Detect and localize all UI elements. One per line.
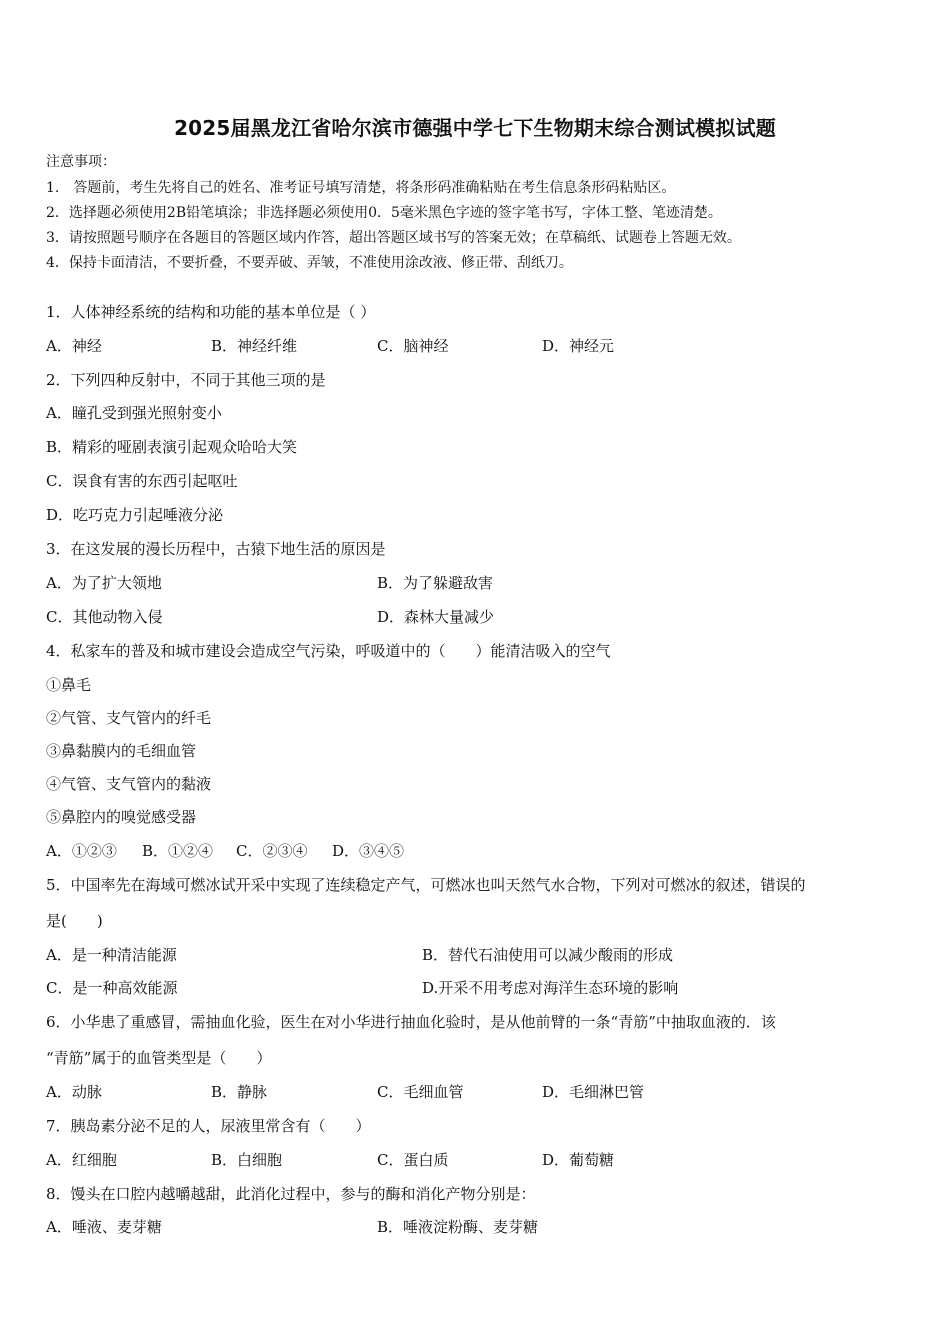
question-2-stem: 2．下列四种反射中，不同于其他三项的是 bbox=[46, 371, 326, 389]
q5-option-d[interactable]: D.开采不用考虑对海洋生态环境的影响 bbox=[422, 979, 679, 997]
question-3-stem: 3．在这发展的漫长历程中，古猿下地生活的原因是 bbox=[46, 540, 386, 558]
q7-option-a[interactable]: A．红细胞 bbox=[46, 1151, 117, 1169]
q4-option-b[interactable]: B．①②④ bbox=[142, 842, 214, 860]
q6-option-c[interactable]: C．毛细血管 bbox=[377, 1083, 464, 1101]
q2-option-b[interactable]: B．精彩的哑剧表演引起观众哈哈大笑 bbox=[46, 438, 298, 456]
q7-option-b[interactable]: B．白细胞 bbox=[211, 1151, 283, 1169]
question-6-stem-line1: 6．小华患了重感冒，需抽血化验，医生在对小华进行抽血化验时，是从他前臂的一条“青筋”中抽取血液的．该 bbox=[46, 1013, 776, 1031]
q3-option-c[interactable]: C．其他动物入侵 bbox=[46, 608, 163, 626]
q5-option-b[interactable]: B．替代石油使用可以减少酸雨的形成 bbox=[422, 946, 674, 964]
q3-option-d[interactable]: D．森林大量减少 bbox=[377, 608, 495, 626]
question-1-stem: 1．人体神经系统的结构和功能的基本单位是（ ） bbox=[46, 303, 376, 321]
q5-option-a[interactable]: A．是一种清洁能源 bbox=[46, 946, 177, 964]
q1-option-b[interactable]: B．神经纤维 bbox=[211, 337, 298, 355]
q2-option-d[interactable]: D．吃巧克力引起唾液分泌 bbox=[46, 506, 224, 524]
question-5-stem-line1: 5．中国率先在海域可燃冰试开采中实现了连续稳定产气，可燃冰也叫天然气水合物，下列对可燃冰的叙述，错误的 bbox=[46, 876, 806, 894]
q3-option-b[interactable]: B．为了躲避敌害 bbox=[377, 574, 494, 592]
page-title: 2025届黑龙江省哈尔滨市德强中学七下生物期末综合测试模拟试题 bbox=[174, 116, 776, 140]
q8-option-a[interactable]: A．唾液、麦芽糖 bbox=[46, 1218, 162, 1236]
question-6-stem-line2: “青筋”属于的血管类型是（ ） bbox=[46, 1049, 272, 1067]
q5-option-c[interactable]: C．是一种高效能源 bbox=[46, 979, 178, 997]
q2-option-a[interactable]: A．瞳孔受到强光照射变小 bbox=[46, 404, 222, 422]
q3-option-a[interactable]: A．为了扩大领地 bbox=[46, 574, 162, 592]
q6-option-b[interactable]: B．静脉 bbox=[211, 1083, 268, 1101]
question-7-stem: 7．胰岛素分泌不足的人，尿液里常含有（ ） bbox=[46, 1117, 371, 1135]
q4-option-c[interactable]: C．②③④ bbox=[236, 842, 308, 860]
question-4-stem: 4．私家车的普及和城市建设会造成空气污染，呼吸道中的（ ）能清洁吸入的空气 bbox=[46, 642, 611, 660]
notice-heading: 注意事项： bbox=[46, 154, 116, 170]
notice-item-4: 4．保持卡面清洁，不要折叠，不要弄破、弄皱，不准使用涂改液、修正带、刮纸刀。 bbox=[46, 255, 573, 271]
q4-item-2: ②气管、支气管内的纤毛 bbox=[46, 709, 212, 727]
notice-item-2: 2．选择题必须使用2B铅笔填涂；非选择题必须使用0．5毫米黑色字迹的签字笔书写，字体工整、笔迹清楚。 bbox=[46, 205, 722, 221]
q4-item-4: ④气管、支气管内的黏液 bbox=[46, 775, 212, 793]
q1-option-d[interactable]: D．神经元 bbox=[542, 337, 615, 355]
q1-option-a[interactable]: A．神经 bbox=[46, 337, 102, 355]
notice-item-3: 3．请按照题号顺序在各题目的答题区域内作答，超出答题区域书写的答案无效；在草稿纸、试题卷上答题无效。 bbox=[46, 230, 741, 246]
q7-option-c[interactable]: C．蛋白质 bbox=[377, 1151, 449, 1169]
q4-option-d[interactable]: D．③④⑤ bbox=[332, 842, 405, 860]
notice-item-1: 1. 答题前，考生先将自己的姓名、准考证号填写清楚，将条形码准确粘贴在考生信息条形码粘贴区。 bbox=[46, 180, 676, 196]
q4-option-a[interactable]: A．①②③ bbox=[46, 842, 117, 860]
q6-option-d[interactable]: D．毛细淋巴管 bbox=[542, 1083, 645, 1101]
q4-item-5: ⑤鼻腔内的嗅觉感受器 bbox=[46, 808, 197, 826]
q2-option-c[interactable]: C．误食有害的东西引起呕吐 bbox=[46, 472, 238, 490]
question-5-stem-line2: 是( ) bbox=[46, 912, 103, 930]
q6-option-a[interactable]: A．动脉 bbox=[46, 1083, 102, 1101]
q4-item-1: ①鼻毛 bbox=[46, 676, 92, 694]
question-8-stem: 8．馒头在口腔内越嚼越甜，此消化过程中，参与的酶和消化产物分别是： bbox=[46, 1185, 536, 1203]
q1-option-c[interactable]: C．脑神经 bbox=[377, 337, 449, 355]
q4-item-3: ③鼻黏膜内的毛细血管 bbox=[46, 742, 197, 760]
q7-option-d[interactable]: D．葡萄糖 bbox=[542, 1151, 615, 1169]
q8-option-b[interactable]: B．唾液淀粉酶、麦芽糖 bbox=[377, 1218, 539, 1236]
